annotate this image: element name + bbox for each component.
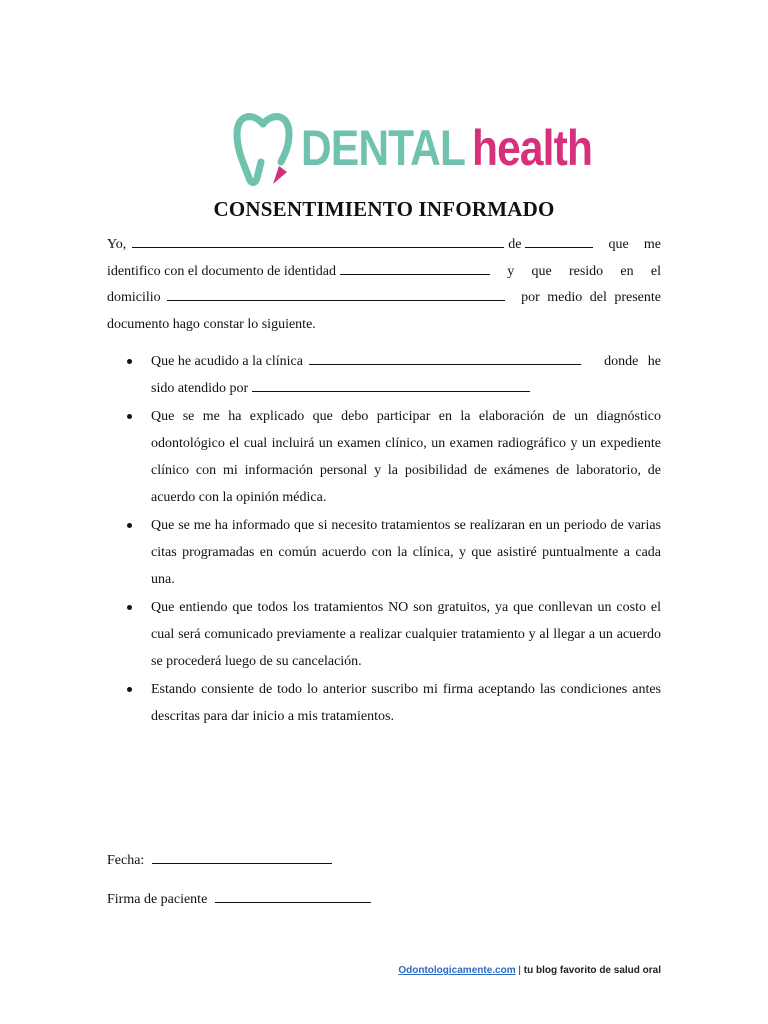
intro-yo: Yo, (107, 237, 127, 252)
attended-line (151, 375, 661, 402)
date-row (107, 851, 332, 869)
origin-blank[interactable] (525, 235, 593, 248)
intro-line-2 (107, 259, 661, 286)
document-title: CONSENTIMIENTO INFORMADO (213, 197, 555, 221)
doctor-blank[interactable] (252, 379, 530, 392)
intro-domicilio: domicilio (107, 290, 161, 306)
list-item (127, 676, 661, 731)
list-item-text: Que se me ha informado que si necesito tratamientos se realizaran en un periodo de varias citas programadas en común acuerdo con la clínica, y que asistiré puntualmente a cada una. (151, 517, 661, 588)
intro-word-el: el (650, 263, 661, 279)
list-item-text: Estando consiente de todo lo anterior suscribo mi firma aceptando las condiciones antes descritas para dar inicio a mis tratamientos. (151, 681, 661, 724)
address-blank[interactable] (167, 288, 505, 301)
tooth-icon (233, 110, 293, 186)
intro-word-resido: resido (568, 263, 604, 279)
intro-paragraph (107, 232, 661, 339)
date-blank[interactable] (152, 851, 332, 864)
list-item (127, 512, 661, 594)
intro-line-1 (107, 232, 661, 259)
intro-word-que: que (531, 263, 552, 279)
signature-row (107, 890, 371, 908)
clinic-line (151, 348, 661, 375)
bullet-icon (127, 687, 132, 692)
intro-me: me (643, 237, 661, 252)
declaration-list (127, 348, 661, 730)
intro-por-medio: por medio del presente (521, 290, 661, 306)
intro-line-3 (107, 285, 661, 312)
intro-que: que (608, 237, 629, 252)
date-label: Fecha: (107, 853, 145, 868)
bullet-icon (127, 359, 132, 364)
intro-line-4: documento hago constar lo siguiente. (107, 317, 316, 333)
dental-health-logo (233, 108, 613, 188)
list-item (127, 594, 661, 676)
list-item (127, 403, 661, 512)
clinic-text-end: donde he (604, 354, 661, 369)
footer-tagline: tu blog favorito de salud oral (523, 965, 661, 976)
intro-de: de (508, 237, 522, 252)
bullet-icon (127, 523, 132, 528)
footer-link[interactable]: Odontologicamente.com (398, 965, 516, 976)
attended-text: sido atendido por (151, 381, 249, 397)
clinic-text: Que he acudido a la clínica (151, 354, 303, 369)
footer-separator: | (518, 965, 521, 976)
list-item-text: Que entiendo que todos los tratamientos NO son gratuitos, ya que conllevan un costo el cual será comunicado previamente a realizar cualquier tratamiento y al llegar a un acuerdo se procederá luego de su cancelación. (151, 599, 661, 670)
bullet-icon (127, 414, 132, 419)
bullet-icon (127, 605, 132, 610)
logo-word-dental: DENTAL (301, 120, 466, 176)
signature-blank[interactable] (215, 890, 371, 903)
logo-word-health: health (472, 120, 593, 176)
footer (398, 965, 661, 976)
intro-word-en: en (620, 263, 634, 279)
clinic-blank[interactable] (309, 352, 581, 365)
intro-word-y: y (507, 263, 515, 279)
name-blank[interactable] (132, 235, 504, 248)
signature-label: Firma de paciente (107, 892, 208, 907)
document-id-blank[interactable] (340, 262, 490, 275)
list-item-text: Que se me ha explicado que debo participar en la elaboración de un diagnóstico odontológico el cual incluirá un examen clínico, un examen radiográfico y un expediente clínico con mi información personal y la posibilidad de exámenes de laboratorio, de acuerdo con la opinión médica. (151, 408, 661, 506)
intro-identifico: identifico con el documento de identidad (107, 263, 336, 279)
list-item (127, 348, 661, 403)
